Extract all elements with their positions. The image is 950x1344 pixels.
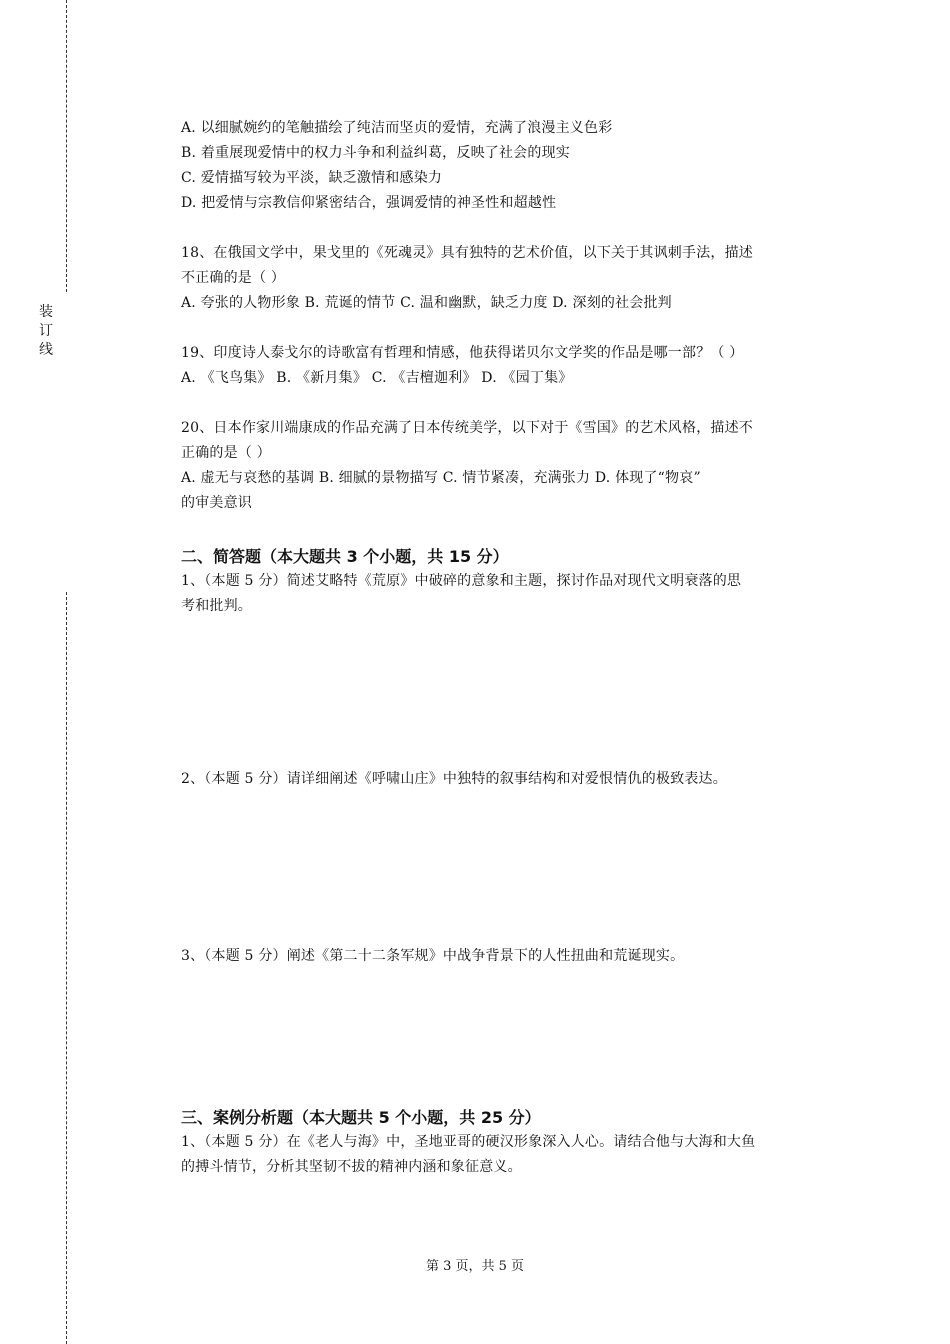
q17-option-a: A. 以细腻婉约的笔触描绘了纯洁而坚贞的爱情，充满了浪漫主义色彩 [181,120,613,136]
spacer [181,216,841,241]
q18-options: A. 夸张的人物形象 B. 荒诞的情节 C. 温和幽默，缺乏力度 D. 深刻的社会批判 [181,295,672,311]
answer-space [181,792,841,944]
section-3 [181,1105,841,1180]
q18-stem-line-2: 不正确的是（ ） [181,270,286,286]
page-number: 第 3 页，共 5 页 [425,1259,525,1274]
q19-options: A. 《飞鸟集》 B. 《新月集》 C. 《吉檀迦利》 D. 《园丁集》 [181,370,573,386]
s3-q1-line-1: 1、（本题 5 分）在《老人与海》中，圣地亚哥的硬汉形象深入人心。请结合他与大海和大鱼 [181,1134,756,1150]
section-3-title: 三、案例分析题（本大题共 5 个小题，共 25 分） [181,1108,541,1127]
binding-label-char: 订 [39,323,53,339]
s2-q3-line: 3、（本题 5 分）阐述《第二十二条军规》中战争背景下的人性扭曲和荒诞现实。 [181,948,685,964]
spacer [181,316,841,341]
s2-q1-line-1: 1、（本题 5 分）简述艾略特《荒原》中破碎的意象和主题，探讨作品对现代文明衰落的思 [181,573,742,589]
spacer [181,516,841,541]
spacer [181,391,841,416]
binding-dashed-line-bottom [66,592,67,1344]
q20-stem-line-2: 正确的是（ ） [181,445,271,461]
q18-stem-line-1: 18、在俄国文学中，果戈里的《死魂灵》具有独特的艺术价值，以下关于其讽刺手法，描述 [181,245,754,261]
question-18 [181,241,841,316]
s3-q1-line-2: 的搏斗情节，分析其坚韧不拔的精神内涵和象征意义。 [181,1159,522,1175]
binding-label-char: 线 [39,342,53,358]
q20-stem-line-1: 20、日本作家川端康成的作品充满了日本传统美学，以下对于《雪国》的艺术风格，描述不 [181,420,754,436]
answer-space [181,969,841,1102]
q17-option-b: B. 着重展现爱情中的权力斗争和利益纠葛，反映了社会的现实 [181,145,570,161]
q19-stem: 19、印度诗人泰戈尔的诗歌富有哲理和情感，他获得诺贝尔文学奖的作品是哪一部？（ ） [181,345,744,361]
exam-content [181,116,841,1180]
q20-options-line-2: 的审美意识 [181,495,252,511]
question-19 [181,341,841,391]
binding-label-char: 装 [39,304,53,320]
q20-options-line-1: A. 虚无与哀愁的基调 B. 细腻的景物描写 C. 情节紧凑，充满张力 D. 体现了“物哀” [181,470,701,486]
question-20 [181,416,841,516]
q17-option-d: D. 把爱情与宗教信仰紧密结合，强调爱情的神圣性和超越性 [181,195,557,211]
section-2-title: 二、简答题（本大题共 3 个小题，共 15 分） [181,547,509,566]
binding-label [38,303,54,360]
q17-option-c: C. 爱情描写较为平淡，缺乏激情和感染力 [181,170,443,186]
s2-q2-line: 2、（本题 5 分）请详细阐述《呼啸山庄》中独特的叙事结构和对爱恨情仇的极致表达。 [181,771,727,787]
section-2 [181,544,841,1102]
s2-q1-line-2: 考和批判。 [181,598,252,614]
answer-space [181,619,841,767]
question-17-options [181,116,841,216]
binding-dashed-line-top [66,0,67,292]
